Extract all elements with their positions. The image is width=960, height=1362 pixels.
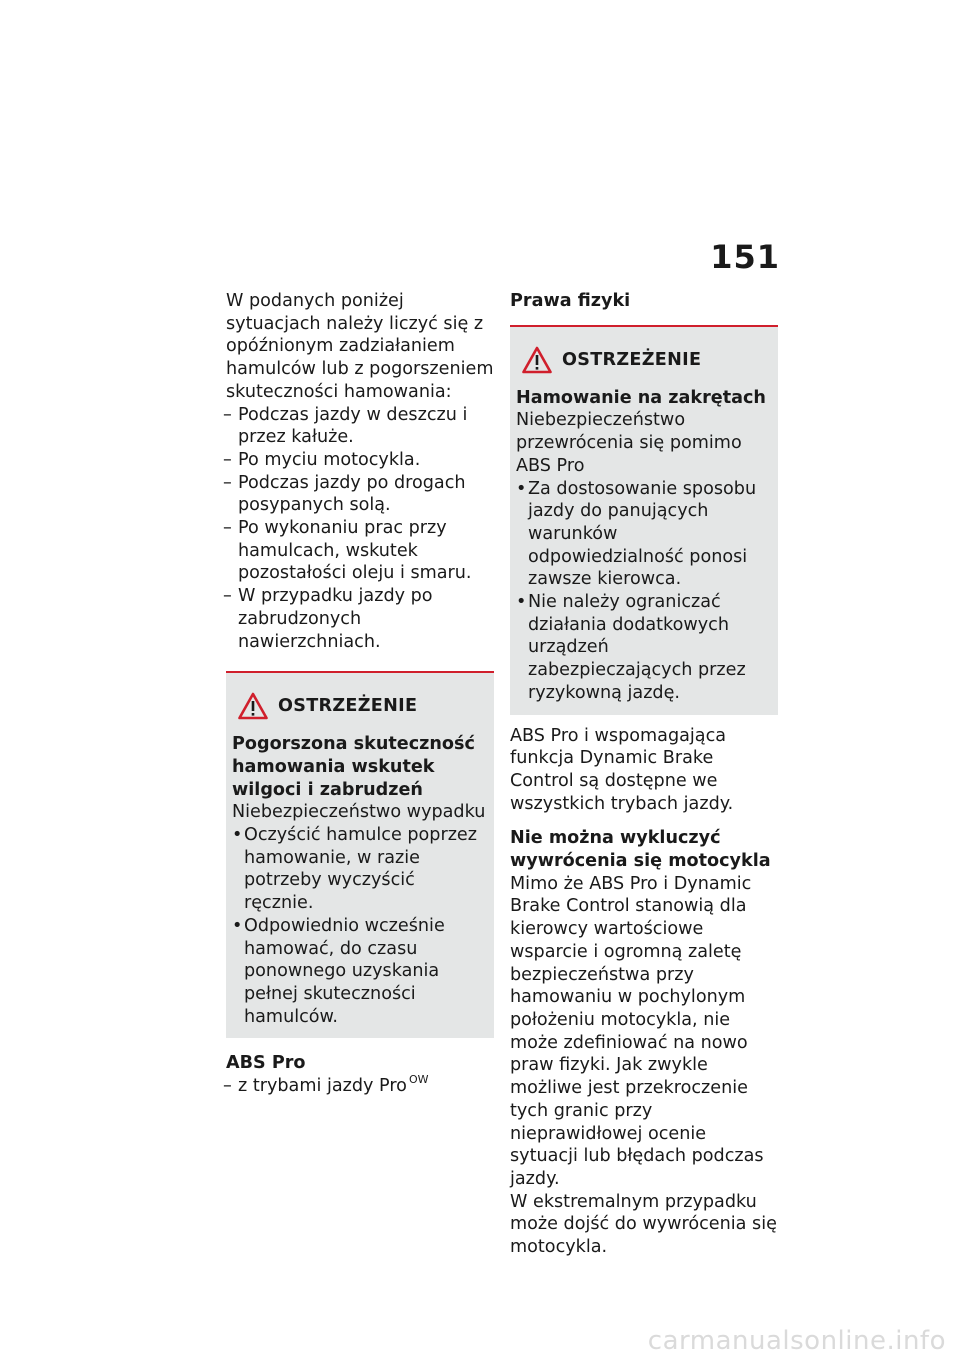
- warning-subtitle: Pogorszona skuteczność hamowania wskutek wilgoci i zabrudzeń: [232, 734, 475, 800]
- list-item: – Podczas jazdy w deszczu i przez kałuże.: [226, 404, 494, 449]
- abs-item-superscript: OW: [408, 1073, 429, 1087]
- body-paragraph: W ekstremalnym przypadku może dojść do wywrócenia się motocykla.: [510, 1191, 777, 1258]
- warning-header: [516, 335, 770, 385]
- page-number: 151: [710, 238, 780, 276]
- warning-title: OSTRZEŻENIE: [278, 696, 418, 717]
- section-heading: Nie można wykluczyć wywrócenia się motocykla: [510, 828, 771, 872]
- right-column: [510, 290, 778, 1259]
- warning-box: [226, 671, 494, 1038]
- list-item: – Po myciu motocykla.: [226, 449, 494, 472]
- warning-triangle-icon: [238, 692, 268, 720]
- warning-header: [232, 681, 486, 731]
- section-heading: ABS Pro: [226, 1053, 306, 1074]
- abs-item-text: z trybami jazdy Pro: [238, 1076, 407, 1097]
- list-item: • Odpowiednio wcześnie hamować, do czasu ponownego uzyskania pełnej skuteczności hamulców.: [232, 915, 486, 1029]
- list-item: – Podczas jazdy po drogach posypanych solą.: [226, 472, 494, 517]
- body-paragraph: ABS Pro i wspomagająca funkcja Dynamic Brake Control są dostępne we wszystkich trybach jazdy.: [510, 725, 734, 814]
- list-item: • Za dostosowanie sposobu jazdy do panujących warunków odpowiedzialność ponosi zawsze kierowca.: [516, 478, 770, 592]
- watermark: carmanualsonline.info: [647, 1326, 946, 1356]
- body-paragraph: Mimo że ABS Pro i Dynamic Brake Control stanowią dla kierowcy wartościowe wsparcie i ogromną zaletę bezpieczeństwa przy hamowaniu w pochylonym położeniu motocykla, nie może zdefiniować na nowo praw fizyki. Jak zwykle możliwe jest przekroczenie tych granic przy nieprawidłowej ocenie sytuacji lub błędach podczas jazdy.: [510, 873, 764, 1189]
- intro-paragraph: W podanych poniżej sytuacjach należy liczyć się z opóźnionym zadziałaniem hamulców lub z pogorszeniem skuteczności hamowania:: [226, 291, 494, 402]
- warning-box: [510, 325, 778, 715]
- warning-title: OSTRZEŻENIE: [562, 349, 702, 370]
- warning-risk: Niebezpieczeństwo przewrócenia się pomimo ABS Pro: [516, 410, 742, 476]
- warning-subtitle: Hamowanie na zakrętach: [516, 387, 766, 408]
- list-item: • Oczyścić hamulce poprzez hamowanie, w razie potrzeby wyczyścić ręcznie.: [232, 824, 486, 915]
- abs-list: [226, 1075, 494, 1100]
- list-item: – Po wykonaniu prac przy hamulcach, wskutek pozostałości oleju i smaru.: [226, 517, 494, 585]
- list-item: [226, 1075, 494, 1100]
- warning-bullets: [516, 478, 770, 705]
- warning-risk: Niebezpieczeństwo wypadku: [232, 802, 486, 823]
- list-item: – W przypadku jazdy po zabrudzonych nawierzchniach.: [226, 585, 494, 653]
- warning-triangle-icon: [522, 346, 552, 374]
- warning-bullets: [232, 824, 486, 1028]
- list-item: • Nie należy ograniczać działania dodatkowych urządzeń zabezpieczających przez ryzykowną jazdę.: [516, 591, 770, 705]
- left-column: [226, 290, 494, 1100]
- section-heading: Prawa fizyki: [510, 291, 631, 311]
- situation-list: [226, 404, 494, 654]
